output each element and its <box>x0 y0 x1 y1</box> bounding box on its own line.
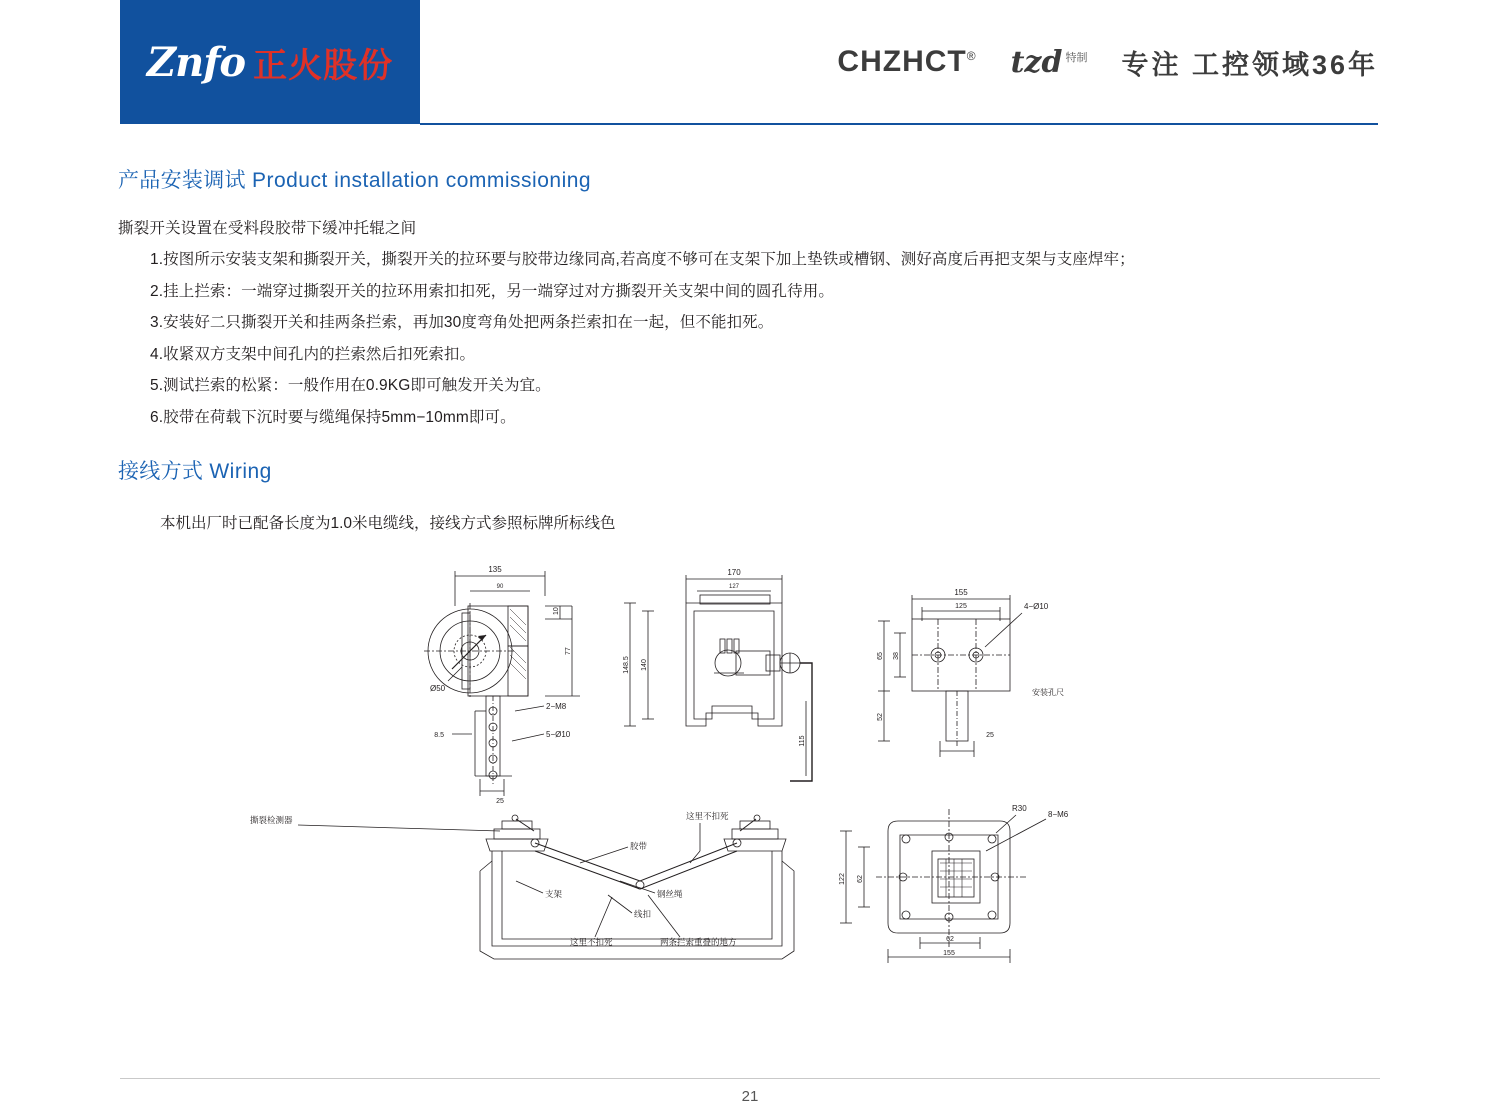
section-title-installation-cn: 产品安装调试 <box>118 169 246 192</box>
section-title-wiring-en: Wiring <box>209 460 272 483</box>
dim-127: 127 <box>728 584 740 590</box>
dim-125: 125 <box>955 603 967 610</box>
page-number: 21 <box>741 1088 759 1105</box>
dim-8-5: 8.5 <box>434 732 444 739</box>
dim-62a: 62 <box>857 875 864 883</box>
brand-tzd <box>1011 45 1088 80</box>
label-no-knot-top: 这里不扣死 <box>686 811 729 821</box>
dim-155: 155 <box>954 588 968 597</box>
label-mounting-hole-size: 安装孔尺 <box>1032 688 1064 697</box>
list-item: 2.挂上拦索：一端穿过撕裂开关的拉环用索扣扣死，另一端穿过对方撕裂开关支架中间的圆孔待用。 <box>150 282 834 300</box>
brand-chzhct-text: CHZHCT <box>837 45 967 78</box>
label-tear-detector: 撕裂检测器 <box>250 815 293 825</box>
dim-135: 135 <box>488 565 502 574</box>
technical-drawing-svg <box>0 551 1500 981</box>
dim-2m8: 2−M8 <box>546 702 567 711</box>
registered-trademark-icon: ® <box>966 49 977 63</box>
dim-r30: R30 <box>1012 804 1027 813</box>
dim-25b: 25 <box>986 732 994 739</box>
brand-chzhct <box>837 45 976 79</box>
dim-5d10: 5−Ø10 <box>546 730 571 739</box>
dim-10: 10 <box>553 607 560 615</box>
company-logo <box>120 0 420 124</box>
dim-8m6: 8−M6 <box>1048 810 1069 819</box>
header-divider <box>420 123 1378 125</box>
brand-slogan: 专注 工控领域36年 <box>1121 49 1378 80</box>
installation-intro: 撕裂开关设置在受料段胶带下缓冲托辊之间 <box>118 220 417 237</box>
dim-62b: 62 <box>946 936 954 943</box>
page-header <box>0 0 1500 126</box>
logo-wordmark: Znfo <box>146 38 246 86</box>
label-no-knot-bottom: 这里不扣死 <box>570 937 613 947</box>
logo-chinese-name: 正火股份 <box>253 46 394 85</box>
page-content <box>0 126 1500 981</box>
dim-122: 122 <box>839 873 846 885</box>
list-item: 1.按图所示安装支架和撕裂开关，撕裂开关的拉环要与胶带边缘同高,若高度不够可在支架下加上垫铁或槽钢、测好高度后再把支架与支座焊牢； <box>150 251 1135 268</box>
list-item: 3.安装好二只撕裂开关和挂两条拦索，再加30度弯角处把两条拦索扣在一起，但不能扣死。 <box>150 314 774 331</box>
label-wire-rope: 钢丝绳 <box>657 889 683 899</box>
dim-52: 52 <box>877 713 884 721</box>
list-item: 4.收紧双方支架中间孔内的拦索然后扣死索扣。 <box>150 345 476 363</box>
brand-tzd-sub: 特制 <box>1065 51 1088 64</box>
installation-steps <box>0 252 1500 425</box>
dim-38: 38 <box>893 652 900 660</box>
dim-65: 65 <box>877 652 884 660</box>
section-title-wiring <box>118 455 1500 485</box>
dim-25a: 25 <box>496 798 504 805</box>
header-brand-bar <box>420 0 1500 124</box>
section-title-installation <box>118 164 1500 194</box>
label-bracket: 支架 <box>545 889 563 899</box>
footer-divider <box>120 1078 1380 1079</box>
dim-90: 90 <box>496 584 504 590</box>
dim-77: 77 <box>565 647 572 655</box>
list-item: 5.测试拦索的松紧：一般作用在0.9KG即可触发开关为宜。 <box>150 377 551 394</box>
dim-155b: 155 <box>943 950 955 957</box>
brand-tzd-text: tzd <box>1010 44 1063 80</box>
list-item: 6.胶带在荷载下沉时要与缆绳保持5mm−10mm即可。 <box>150 408 516 426</box>
dim-115: 115 <box>799 735 806 747</box>
section-title-wiring-cn: 接线方式 <box>118 460 204 483</box>
label-belt: 胶带 <box>630 841 648 851</box>
label-wire-buckle: 线扣 <box>634 909 652 919</box>
wiring-note: 本机出厂时已配备长度为1.0米电缆线，接线方式参照标牌所标线色 <box>160 515 616 532</box>
section-title-installation-en: Product installation commissioning <box>251 169 592 192</box>
dim-4d10: 4−Ø10 <box>1024 602 1049 611</box>
dim-d50: Ø50 <box>430 684 446 693</box>
technical-drawing <box>0 551 1500 981</box>
label-overlap-point: 两条拦索重叠的地方 <box>660 937 737 947</box>
dim-170: 170 <box>727 568 741 577</box>
dim-148-5: 148.5 <box>623 656 630 674</box>
dim-140: 140 <box>641 659 648 671</box>
